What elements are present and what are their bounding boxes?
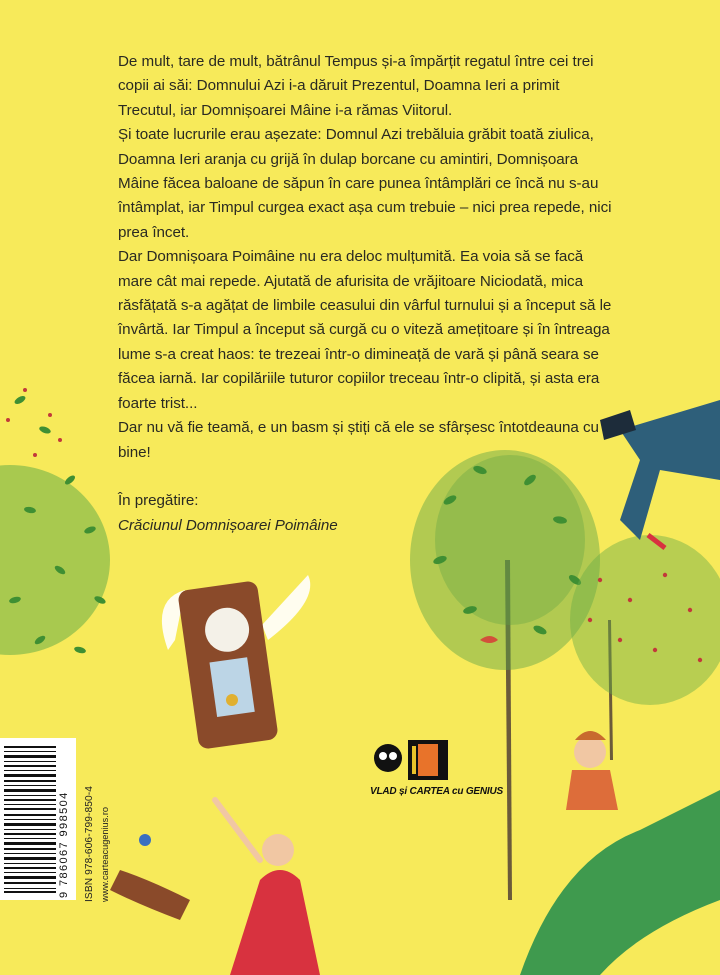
paragraph-conflict: Dar Domnișoara Poimâine nu era deloc mulțumită. Ea voia să se facă mare cât mai repede. Ajutată de afurisita de vrăjitoare Niciodată, mica răsfățată s-a agățat de limbile ceasului din vârful turnului și a început să le învârtă. Iar Timpul a început să curgă cu o viteză amețitoare și în întreaga lume s-a creat haos: te trezeai într-o dimineață de vară și până seara se făcea iarnă. Iar copilăriile tuturor copiilor treceau într-o clipită, și asta era foarte trist... (118, 248, 612, 412)
paragraph-reassurance: Dar nu vă fie teamă, e un basm și știți că ele se sfârșesc întotdeauna cu bine! (118, 419, 599, 461)
paragraph-intro: De mult, tare de mult, bătrânul Tempus și-a împărțit regatul între cei trei copii ai săi: Domnului Azi i-a dăruit Prezentul, Doamna Ieri a primit Trecutul, iar Domnișoarei Mâine i-a rămas Viitorul. (118, 53, 594, 119)
slide-illustration (520, 731, 720, 975)
barcode-bars (4, 742, 56, 896)
girl-illustration (110, 800, 320, 975)
barcode-digits: 9 786067 998504 (58, 791, 70, 898)
left-tree-illustration (0, 388, 110, 655)
website-text: www.carteacugenius.ro (100, 807, 110, 902)
publisher-logo (368, 738, 508, 808)
flying-person-illustration (600, 400, 720, 548)
publisher-logo-icon (368, 738, 508, 786)
clock-illustration (162, 575, 310, 750)
back-cover-text (118, 50, 618, 538)
upcoming-label: În pregătire: (118, 492, 199, 510)
publisher-logo-text: VLAD și CARTEA cu GENIUS (370, 786, 503, 797)
upcoming-title: Crăciunul Domnișoarei Poimâine (118, 516, 338, 534)
paragraph-setting: Și toate lucrurile erau așezate: Domnul Azi trebăluia grăbit toată ziulica, Doamna Ieri aranja cu grijă în dulap borcane cu amintiri, Domnișoara Mâine făcea baloane de săpun în care punea întâmplări ce încă nu s-au întâmplat, iar Timpul curgea exact așa cum trebuie – nici prea repede, nici prea încet. (118, 126, 612, 241)
isbn-text: ISBN 978-606-799-850-4 (84, 785, 95, 902)
right-tree-illustration (570, 535, 720, 760)
